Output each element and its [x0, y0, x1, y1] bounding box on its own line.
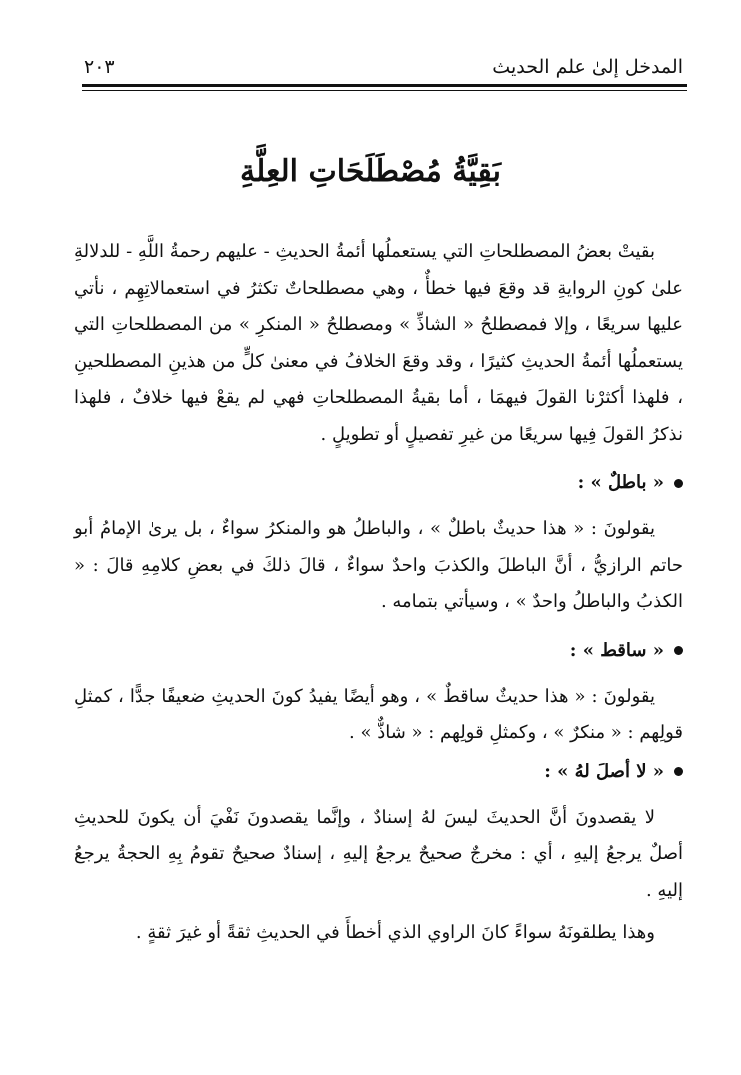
bullet-icon [674, 479, 683, 488]
bullet-icon [674, 767, 683, 776]
header-rule-thin [82, 90, 687, 91]
section-heading-label: « ساقط » : [569, 639, 664, 661]
section-heading-saqit [74, 635, 683, 667]
body-text [74, 234, 683, 952]
section-heading-label: « لا أصلَ لهُ » : [544, 760, 664, 782]
section-paragraph: وهذا يطلقونَهُ سواءً كانَ الراوي الذي أخطأَ في الحديثِ ثقةً أو غيرَ ثقةٍ . [135, 922, 655, 943]
section-heading-batil [74, 467, 683, 499]
section-paragraph: لا يقصدونَ أنَّ الحديثَ ليسَ لهُ إسنادٌ ، وإنَّما يقصدونَ نَفْيَ أن يكونَ للحديثِ أصلٌ يرجعُ إليهِ ، أي : مخرجٌ صحيحٌ يرجعُ إليهِ ، إسنادٌ صحيحٌ تقومُ بِهِ الحجةُ يرجعُ إليهِ . [74, 806, 683, 901]
running-header [84, 52, 683, 80]
section-paragraph: يقولونَ : « هذا حديثٌ ساقطٌ » ، وهو أيضًا يفيدُ كونَ الحديثِ ضعيفًا جدًّا ، كمثلِ قولِهم : « منكرٌ » ، وكمثلِ قولِهم : « شاذٌّ » . [74, 685, 683, 743]
page-number: ٢٠٣ [84, 56, 115, 78]
intro-paragraph: بقيتْ بعضُ المصطلحاتِ التي يستعملُها أئمةُ الحديثِ - عليهم رحمةُ اللَّهِ - للدلالةِ علىٰ كونِ الروايةِ قد وقعَ فيها خطأٌ ، وهي مصطلحاتٌ تكثرُ في استعمالاتِهِم ، نأتي عليها سريعًا ، وإلا فمصطلحُ « الشاذِّ » ومصطلحُ « المنكرِ » من المصطلحاتِ التي يستعملُها أئمةُ الحديثِ كثيرًا ، وقد وقعَ الخلافُ في معنىٰ كلٍّ من هذينِ المصطلحينِ ، فلهذا أكثرْنا القولَ فيهمَا ، أما بقيةُ المصطلحاتِ فهي لم يقعْ فيها خلافٌ ، فلهذا نذكرُ القولَ فِيها سريعًا من غيرِ تفصيلٍ أو تطويلٍ . [74, 241, 683, 445]
section-heading-label: « باطلٌ » : [577, 472, 664, 493]
section-paragraph: يقولونَ : « هذا حديثٌ باطلٌ » ، والباطلُ هو والمنكرُ سواءٌ ، بل يرىٰ الإمامُ أبو حاتم الرازيُّ ، أنَّ الباطلَ والكذبَ واحدٌ سواءٌ ، قالَ ذلكَ في بعضِ كلامِهِ قالَ : « الكذبُ والباطلُ واحدٌ » ، وسيأتي بتمامه . [74, 518, 683, 612]
bullet-icon [674, 646, 683, 655]
running-title: المدخل إلىٰ علم الحديث [492, 56, 683, 78]
section-heading-la-asla-lahu [74, 756, 683, 788]
chapter-title: بَقِيَّةُ مُصْطَلَحَاتِ العِلَّةِ [240, 154, 501, 189]
header-rule-thick [82, 84, 687, 87]
